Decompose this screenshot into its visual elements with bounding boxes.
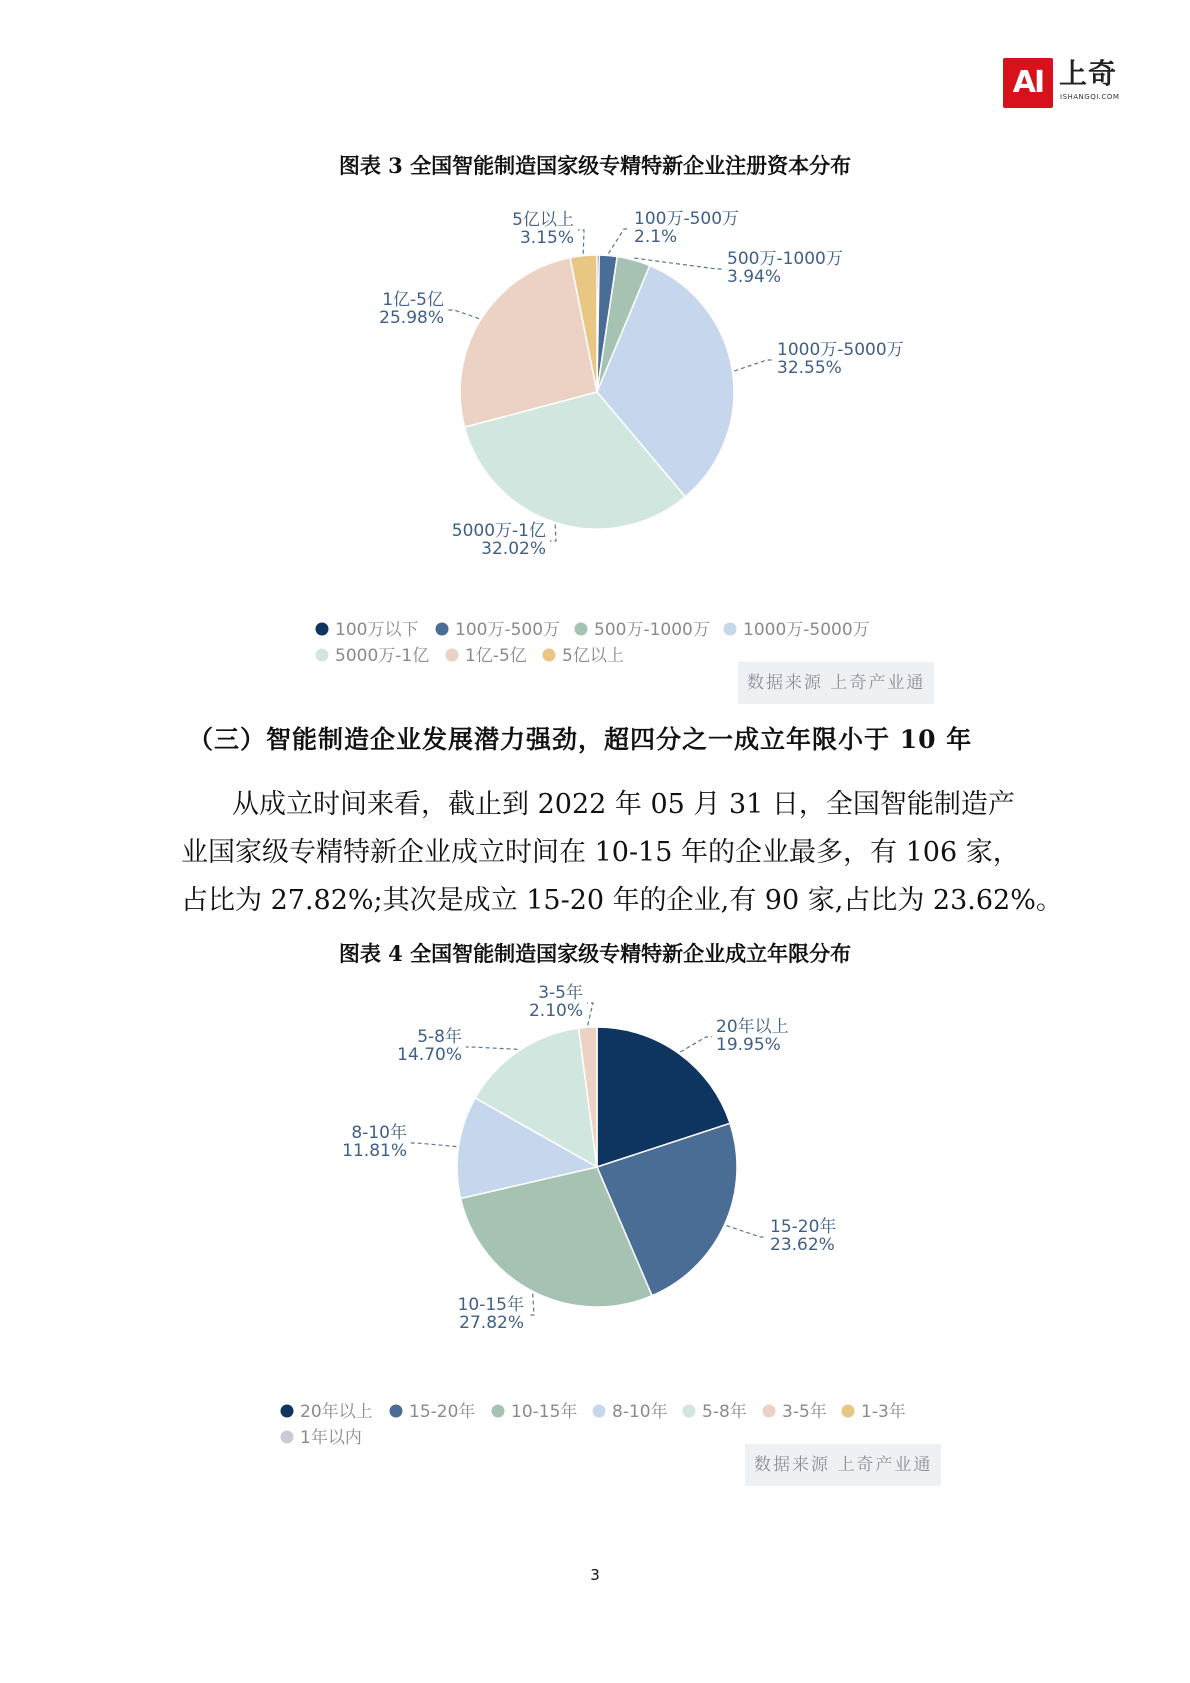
slice-name-label-1: 100万-500万 xyxy=(634,209,740,229)
slice-name-label-2: 500万-1000万 xyxy=(727,249,843,269)
label-leader-line-1 xyxy=(726,1226,766,1237)
legend-marker-3 xyxy=(593,1405,606,1418)
legend-label-1: 100万-500万 xyxy=(455,620,561,640)
slice-value-label-3: 11.81% xyxy=(342,1141,407,1161)
slice-value-label-5: 25.98% xyxy=(379,308,444,328)
label-leader-line-3 xyxy=(411,1143,456,1147)
legend-label-6: 5亿以上 xyxy=(562,646,624,666)
slice-value-label-5: 2.10% xyxy=(528,1001,583,1021)
legend-label-6: 1-3年 xyxy=(861,1402,906,1422)
slice-name-label-4: 5000万-1亿 xyxy=(451,521,546,541)
figure4-title: 图表 4 全国智能制造国家级专精特新企业成立年限分布 xyxy=(338,941,852,966)
slice-value-label-4: 14.70% xyxy=(397,1045,462,1065)
label-leader-line-4 xyxy=(466,1047,518,1049)
slice-value-label-2: 27.82% xyxy=(459,1313,524,1333)
label-leader-line-0 xyxy=(680,1037,712,1052)
slice-value-label-1: 2.1% xyxy=(634,227,678,247)
legend-marker-5 xyxy=(763,1405,776,1418)
slice-value-label-4: 32.02% xyxy=(481,539,546,559)
slice-name-label-5: 3-5年 xyxy=(538,983,583,1003)
legend-marker-6 xyxy=(842,1405,855,1418)
legend-label-2: 500万-1000万 xyxy=(594,620,710,640)
legend-label-0: 100万以下 xyxy=(335,620,419,640)
slice-value-label-2: 3.94% xyxy=(727,267,782,287)
legend-marker-1 xyxy=(390,1405,403,1418)
slice-name-label-2: 10-15年 xyxy=(457,1295,524,1315)
slice-name-label-5: 1亿-5亿 xyxy=(382,290,444,310)
figure3-title: 图表 3 全国智能制造国家级专精特新企业注册资本分布 xyxy=(338,153,852,178)
logo-name: 上奇 xyxy=(1059,57,1118,90)
slice-name-label-0: 20年以上 xyxy=(716,1017,789,1037)
legend-label-5: 1亿-5亿 xyxy=(465,646,527,666)
paragraph-line-2: 业国家级专精特新企业成立时间在 10-15 年的企业最多，有 106 家， xyxy=(181,837,1020,868)
legend-label-1: 15-20年 xyxy=(409,1402,476,1422)
page-number: 3 xyxy=(590,1566,600,1584)
legend-label-5: 3-5年 xyxy=(782,1402,827,1422)
legend-label-3: 8-10年 xyxy=(612,1402,668,1422)
slice-name-label-3: 1000万-5000万 xyxy=(777,340,904,360)
section-heading: （三）智能制造企业发展潜力强劲，超四分之一成立年限小于 10 年 xyxy=(188,725,973,754)
slice-name-label-1: 15-20年 xyxy=(770,1217,837,1237)
figure3-source: 数据来源 上奇产业通 xyxy=(738,662,934,704)
legend-label-4: 5000万-1亿 xyxy=(335,646,430,666)
logo-mark: AI xyxy=(1003,58,1053,108)
logo-subtitle: ISHANGQI.COM xyxy=(1060,93,1120,101)
slice-value-label-6: 3.15% xyxy=(519,228,574,248)
legend-label-3: 1000万-5000万 xyxy=(743,620,870,640)
slice-value-label-1: 23.62% xyxy=(770,1235,835,1255)
paragraph-line-3: 占比为 27.82%;其次是成立 15-20 年的企业,有 90 家,占比为 23.62%。 xyxy=(181,885,1063,916)
legend-marker-2 xyxy=(492,1405,505,1418)
legend-label-7: 1年以内 xyxy=(300,1428,362,1448)
legend-label-4: 5-8年 xyxy=(702,1402,747,1422)
legend-marker-4 xyxy=(683,1405,696,1418)
slice-value-label-0: 19.95% xyxy=(716,1035,781,1055)
label-leader-line-5 xyxy=(587,1003,593,1025)
figure4-source: 数据来源 上奇产业通 xyxy=(745,1444,941,1486)
legend-label-2: 10-15年 xyxy=(511,1402,578,1422)
slice-name-label-6: 5亿以上 xyxy=(512,210,574,230)
legend-marker-7 xyxy=(281,1431,294,1444)
paragraph-line-1: 从成立时间来看，截止到 2022 年 05 月 31 日，全国智能制造产 xyxy=(232,789,1015,820)
legend-marker-0 xyxy=(281,1405,294,1418)
slice-name-label-3: 8-10年 xyxy=(351,1123,407,1143)
label-leader-line-2 xyxy=(528,1294,534,1315)
slice-value-label-3: 32.55% xyxy=(777,358,842,378)
legend-label-0: 20年以上 xyxy=(300,1402,373,1422)
slice-name-label-4: 5-8年 xyxy=(417,1027,462,1047)
